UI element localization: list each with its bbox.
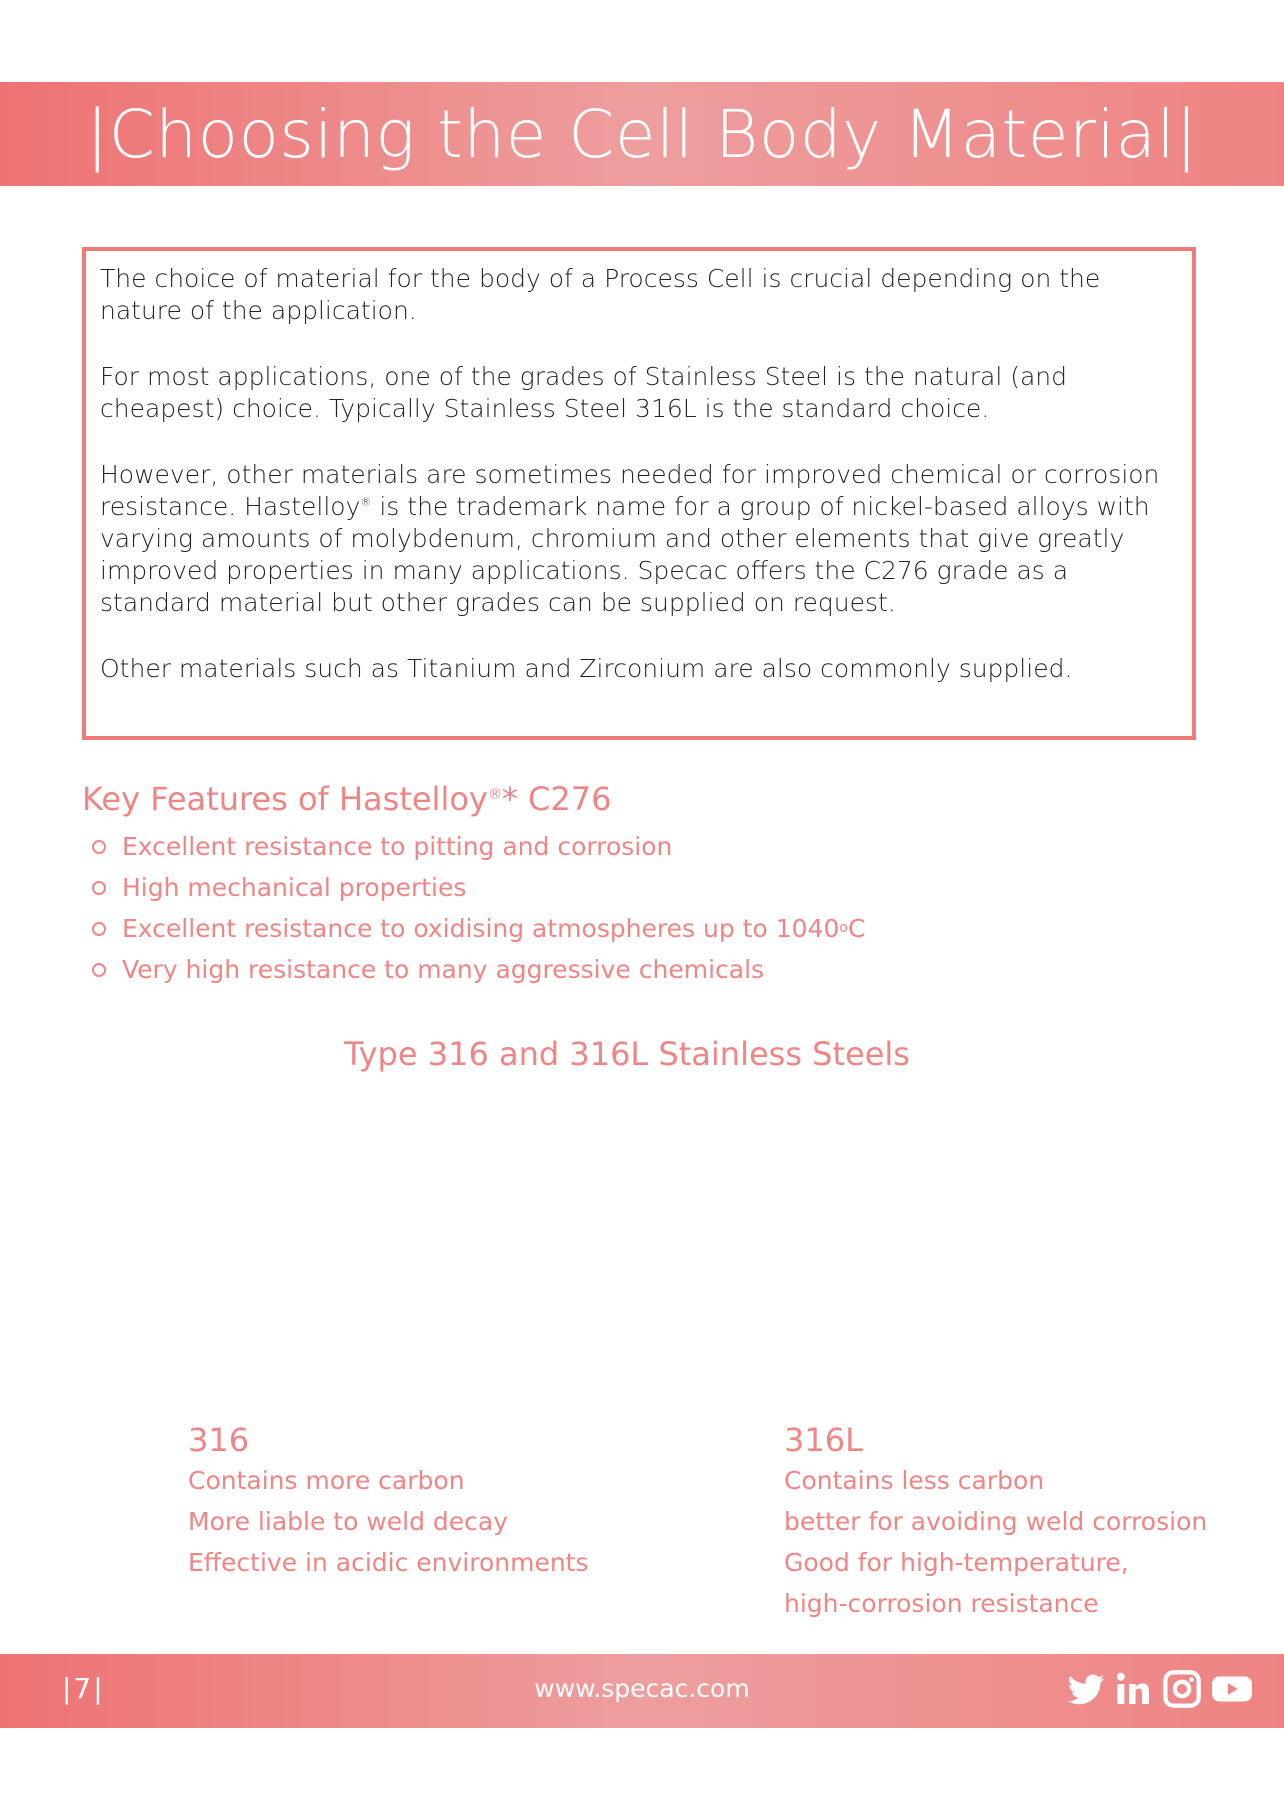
- intro-box: [82, 247, 1196, 740]
- registered-mark: ®: [360, 495, 372, 509]
- bullet-circle-icon: [92, 881, 106, 895]
- youtube-icon[interactable]: [1210, 1669, 1254, 1709]
- page-title: |Choosing the Cell Body Material|: [85, 95, 1199, 173]
- header-banner: [0, 82, 1284, 186]
- linkedin-icon[interactable]: [1114, 1669, 1154, 1709]
- features-heading-text: * C276: [501, 780, 612, 818]
- key-features: [82, 780, 1182, 990]
- bullet-circle-icon: [92, 840, 106, 854]
- list-item-text: High mechanical properties: [122, 873, 467, 902]
- intro-text: However, other materials are sometimes needed for improved chemical or corrosion resistance. Hastelloy: [100, 460, 1160, 521]
- bullet-circle-icon: [92, 963, 106, 977]
- column-line: better for avoiding weld corrosion: [784, 1507, 1208, 1536]
- intro-paragraph: [100, 459, 1178, 619]
- list-item: [82, 908, 1182, 949]
- list-item-text: Excellent resistance to oxidising atmospheres up to 1040: [122, 914, 840, 943]
- intro-paragraph: For most applications, one of the grades of Stainless Steel is the natural (and cheapest) choice. Typically Stainless Steel 316L is the standard choice.: [100, 362, 1068, 423]
- steel-316l-column: [784, 1422, 1207, 1624]
- steels-heading: Type 316 and 316L Stainless Steels: [344, 1035, 910, 1073]
- column-line: Contains less carbon: [784, 1466, 1045, 1495]
- instagram-icon[interactable]: [1162, 1669, 1202, 1709]
- twitter-icon[interactable]: [1066, 1669, 1106, 1709]
- steel-316-column: [188, 1422, 589, 1583]
- column-line: Contains more carbon: [188, 1466, 465, 1495]
- column-line: high-corrosion resistance: [784, 1589, 1099, 1618]
- list-item-text: Excellent resistance to pitting and corrosion: [122, 832, 673, 861]
- list-item: [82, 826, 1182, 867]
- intro-text: is the trademark name for a group of nickel-based alloys with varying amounts of molybdenum, chromium and other elements that give greatly improved properties in many applications. Specac offers the C276 grade as a standard material but other grades can be supplied on request.: [100, 492, 1150, 617]
- degree-sign: o: [839, 920, 848, 936]
- features-heading-text: Key Features of Hastelloy: [82, 780, 488, 818]
- list-item: [82, 867, 1182, 908]
- footer-bar: [0, 1654, 1284, 1728]
- intro-paragraph: Other materials such as Titanium and Zirconium are also commonly supplied.: [100, 654, 1073, 683]
- page-number: |7|: [62, 1672, 105, 1705]
- intro-paragraph: The choice of material for the body of a Process Cell is crucial depending on the nature of the application.: [100, 264, 1101, 325]
- features-list: [82, 826, 1182, 990]
- bullet-circle-icon: [92, 922, 106, 936]
- column-line: Effective in acidic environments: [188, 1548, 589, 1577]
- column-title: 316: [188, 1421, 250, 1459]
- list-item-text: Very high resistance to many aggressive chemicals: [122, 955, 765, 984]
- social-links: [1066, 1669, 1254, 1709]
- registered-mark: ®: [487, 786, 502, 803]
- features-heading: [82, 780, 1182, 818]
- degree-unit: C: [847, 914, 866, 943]
- website-link[interactable]: www.specac.com: [534, 1674, 750, 1703]
- list-item: [82, 949, 1182, 990]
- column-line: More liable to weld decay: [188, 1507, 509, 1536]
- column-line: Good for high-temperature,: [784, 1548, 1129, 1577]
- column-title: 316L: [784, 1421, 863, 1459]
